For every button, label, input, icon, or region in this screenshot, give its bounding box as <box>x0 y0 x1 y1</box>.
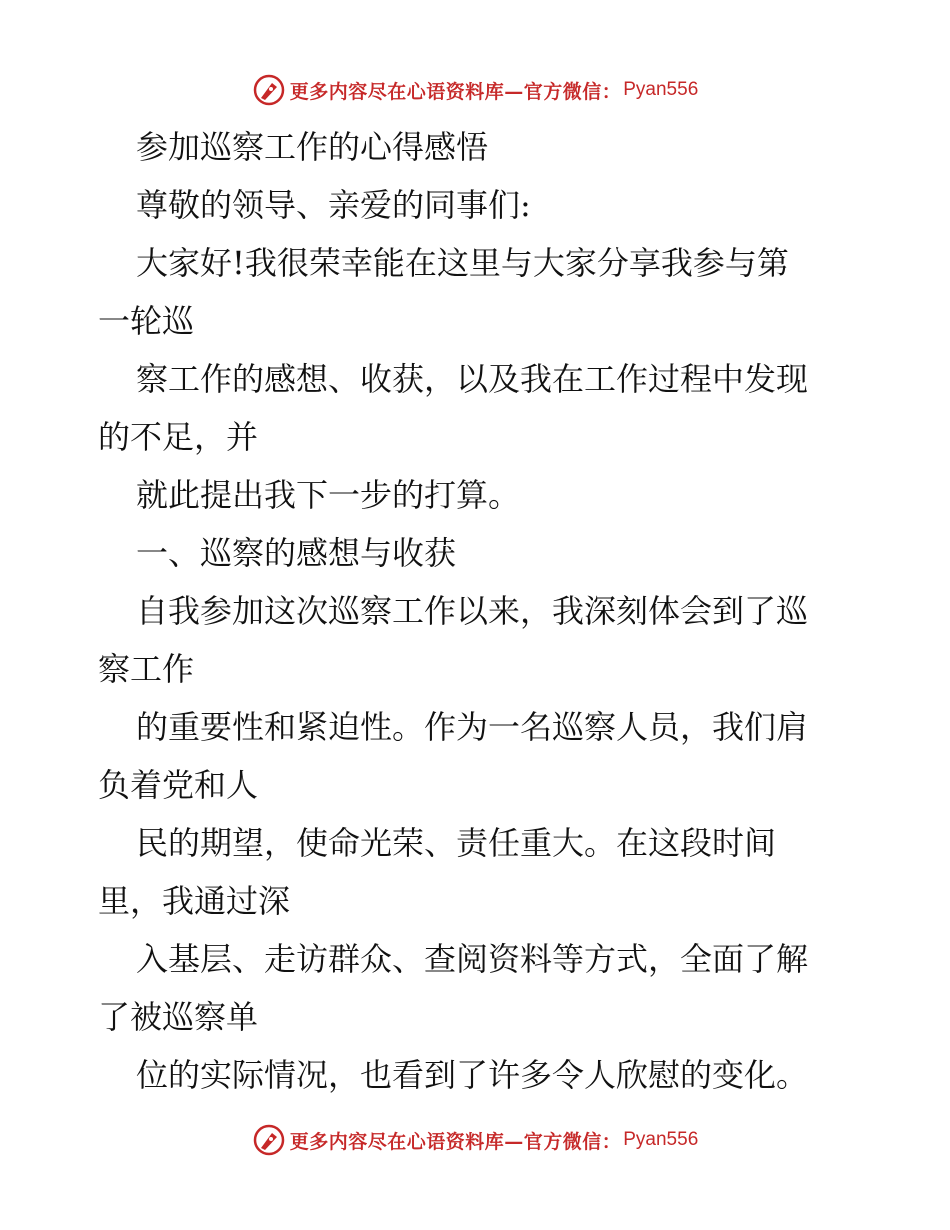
section-heading: 一、巡察的感想与收获 <box>136 534 457 572</box>
text-line: 察工作 <box>98 650 195 688</box>
text-line: 一轮巡 <box>98 302 195 340</box>
text-line: 负着党和人 <box>98 766 259 804</box>
document-title: 参加巡察工作的心得感悟 <box>136 128 489 166</box>
text-line: 自我参加这次巡察工作以来，我深刻体会到了巡 <box>136 592 809 630</box>
text-line: 入基层、走访群众、查阅资料等方式，全面了解 <box>136 940 809 978</box>
watermark-text: 更多内容尽在心语资料库—官方微信： <box>289 80 622 103</box>
salutation: 尊敬的领导、亲爱的同事们: <box>136 186 531 224</box>
header-watermark <box>0 70 950 110</box>
text-line: 大家好!我很荣幸能在这里与大家分享我参与第 <box>136 244 789 282</box>
text-line: 位的实际情况，也看到了许多令人欣慰的变化。 <box>136 1056 809 1094</box>
pen-nib-logo-icon <box>252 73 286 107</box>
text-line: 的重要性和紧迫性。作为一名巡察人员，我们肩 <box>136 708 809 746</box>
watermark-wechat-id: Pyan556 <box>623 79 699 100</box>
text-line: 察工作的感想、收获，以及我在工作过程中发现 <box>136 360 809 398</box>
text-line: 里，我通过深 <box>98 882 291 920</box>
text-line: 了被巡察单 <box>98 998 259 1036</box>
text-line: 民的期望，使命光荣、责任重大。在这段时间 <box>136 824 777 862</box>
document-body <box>98 118 858 1104</box>
pen-nib-logo-icon <box>252 1123 286 1157</box>
text-line: 就此提出我下一步的打算。 <box>136 476 521 514</box>
watermark-wechat-id: Pyan556 <box>623 1129 699 1150</box>
watermark-text: 更多内容尽在心语资料库—官方微信： <box>289 1130 622 1153</box>
text-line: 的不足，并 <box>98 418 259 456</box>
footer-watermark <box>0 1120 950 1160</box>
